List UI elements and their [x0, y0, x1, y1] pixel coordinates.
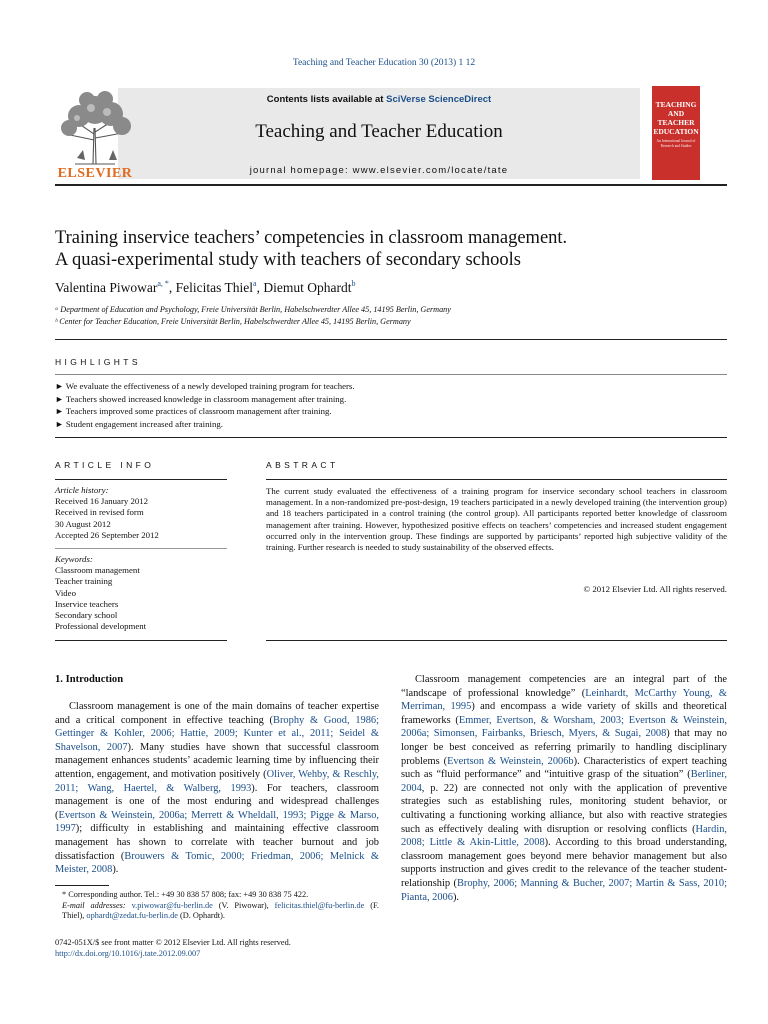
- masthead-rule: [55, 184, 727, 186]
- citation-link[interactable]: Brophy & Good, 1986; Gettinger & Kohler, 2006; Hattie, 2009; Kunter et al., 2011; Seidel & Shavelson, 2007: [55, 714, 380, 753]
- intro-paragraph: [55, 700, 379, 877]
- citation-link[interactable]: Oliver, Wehby, & Reschly, 2011; Wang, Haertel, & Walberg, 1993: [55, 768, 379, 794]
- citation-link[interactable]: Brouwers & Tomic, 2000; Friedman, 2006; Melnick & Meister, 2008: [55, 850, 379, 876]
- highlight-item: ► Teachers improved some practices of classroom management after training.: [55, 406, 332, 416]
- author-name: , Felicitas Thiel: [168, 280, 254, 295]
- intro-paragraph: [401, 673, 727, 904]
- email-link[interactable]: felicitas.thiel@fu-berlin.de: [274, 900, 365, 910]
- keyword: Teacher training: [55, 576, 113, 587]
- cover-subtitle: An International Journal of Research and Studies: [656, 139, 696, 148]
- article-info-end-rule: [55, 640, 227, 641]
- sciencedirect-link[interactable]: SciVerse ScienceDirect: [386, 94, 492, 105]
- intro-right-column: [401, 673, 727, 904]
- keyword: Video: [55, 587, 76, 598]
- body-text: ). Characteristics of expert teaching such as “fluid performance” and “intuitive grasp of the situation” (: [401, 755, 727, 781]
- abstract-end-rule: [266, 640, 727, 641]
- highlights-list: [55, 380, 727, 430]
- email-owner: (V. Piwowar),: [212, 900, 275, 910]
- keyword: Professional development: [55, 621, 147, 632]
- history-line: Received in revised form: [55, 507, 144, 518]
- highlight-item: ► Teachers showed increased knowledge in classroom management after training.: [55, 393, 347, 404]
- citation-link[interactable]: Brophy, 2006; Manning & Bucher, 2007; Martin & Sass, 2010; Pianta, 2006: [401, 877, 727, 903]
- body-text: ).: [112, 864, 119, 876]
- article-info-heading: ARTICLE INFO: [55, 460, 155, 470]
- contents-available: [118, 94, 640, 105]
- highlight-item: ► We evaluate the effectiveness of a newly developed training program for teachers.: [55, 381, 355, 391]
- body-text: ). For teachers, classroom management is one of the most enduring and widespread challenges (: [55, 782, 380, 821]
- email-link[interactable]: v.piwowar@fu-berlin.de: [131, 900, 213, 910]
- publisher-name: ELSEVIER: [57, 166, 133, 181]
- section-divider: [55, 339, 727, 340]
- highlight-item: ► Student engagement increased after training.: [55, 418, 223, 429]
- cover-title: TEACHING AND TEACHER EDUCATION: [653, 100, 699, 136]
- keyword: Inservice teachers: [55, 598, 119, 609]
- email-addresses: [55, 901, 379, 922]
- citation-link[interactable]: Berliner, 2004: [401, 769, 727, 794]
- email-link[interactable]: ophardt@zedat.fu-berlin.de: [86, 911, 178, 921]
- body-text: ) and encompass a wide variety of skills and theoretical frameworks (: [401, 701, 727, 726]
- section-heading-introduction: 1. Introduction: [55, 674, 124, 685]
- body-text: Classroom management competencies are an integral part of the “landscape of professional knowledge” (: [401, 674, 727, 699]
- title-line-1: Training inservice teachers’ competencies in classroom management.: [55, 228, 568, 248]
- author-name: , Diemut Ophardt: [256, 280, 352, 295]
- highlights-heading: HIGHLIGHTS: [55, 357, 141, 367]
- journal-cover-thumbnail[interactable]: [652, 86, 700, 180]
- citation-link[interactable]: Emmer, Evertson, & Worsham, 2003; Evertson & Weinstein, 2006a; Simonsen, Fairbanks, Briesch, Myers, & Sugai, 2008: [401, 714, 727, 740]
- author-list: [55, 279, 727, 296]
- citation-link[interactable]: Evertson & Weinstein, 2006a; Merrett & Wheldall, 1993; Pigge & Marso, 1997: [55, 809, 379, 835]
- title-line-2: A quasi-experimental study with teachers of secondary schools: [55, 250, 521, 270]
- body-text: ).: [452, 891, 460, 903]
- citation-link[interactable]: Evertson & Weinstein, 2006b: [447, 755, 574, 767]
- history-label: Article history:: [55, 485, 109, 495]
- abstract-rule: [266, 479, 727, 480]
- keywords-block: [55, 554, 227, 632]
- journal-title: Teaching and Teacher Education: [255, 121, 503, 142]
- author-affiliation-marker[interactable]: b: [351, 279, 356, 288]
- article-title: [55, 227, 727, 271]
- footnote-rule: [55, 885, 109, 886]
- doi-link[interactable]: http://dx.doi.org/10.1016/j.tate.2012.09.007: [55, 949, 201, 958]
- email-owner: (F. Thiel),: [62, 900, 379, 921]
- citation-link[interactable]: Leinhardt, McCarthy Young, & Merriman, 1995: [401, 687, 727, 713]
- affiliation-a: ᵃ Department of Education and Psychology, Freie Universität Berlin, Habelschwerdter Allee 45, 14195 Berlin, Germany: [55, 305, 451, 314]
- abstract-text: The current study evaluated the effectiveness of a training program for inservice secondary school teachers in classroom management. In a non-randomized pre-post-design, 19 teachers participated in a newly developed training (the intervention group) and 18 teachers participated in a control training (the control group). All participants reported better knowledge of classroom management after training. However, hypothesized positive effects on teachers’ competencies and increased student engagement occurred only in the intervention group. These findings are supported by participants’ reported high subjective validity of the training. Further research is needed to study sustainability of the observed effects.: [266, 486, 727, 553]
- journal-homepage[interactable]: journal homepage: www.elsevier.com/locate/tate: [249, 165, 509, 176]
- email-label: E-mail addresses:: [62, 900, 132, 910]
- author-affiliation-marker[interactable]: a, *: [157, 279, 169, 288]
- author-affiliation-marker[interactable]: a: [253, 279, 257, 288]
- abstract-copyright: © 2012 Elsevier Ltd. All rights reserved.: [583, 584, 727, 594]
- keyword: Classroom management: [55, 565, 140, 576]
- body-text: , p. 22) are connected not only with the application of preventive strategies such as establishing rules, monitoring student behavior, or cultivating a functioning working alliance, but also with reactive strategies such as effectively dealing with disruption or resolving conflicts (: [401, 782, 727, 835]
- keywords-label: Keywords:: [55, 554, 93, 564]
- section-divider: [55, 437, 727, 438]
- article-info-rule: [55, 479, 227, 480]
- intro-left-column: [55, 700, 379, 877]
- body-text: ). Many studies have shown that successful classroom management enhances students’ academic learning time by influencing their attention, engagement, and motivation positively (: [55, 741, 379, 780]
- article-history: [55, 485, 227, 541]
- keywords-rule: [55, 548, 227, 549]
- issn-line: 0742-051X/$ see front matter © 2012 Elsevier Ltd. All rights reserved.: [55, 938, 291, 947]
- author-name: Valentina Piwowar: [55, 280, 158, 295]
- history-line: Accepted 26 September 2012: [55, 529, 159, 540]
- contents-prefix: Contents lists available at: [266, 94, 387, 105]
- abstract-heading: ABSTRACT: [266, 460, 339, 470]
- body-text: ); difficulty in establishing and maintaining effective classroom management has shown to correlate with teacher burnout and job dissatisfaction (: [55, 823, 379, 862]
- corresponding-author: * Corresponding author. Tel.: +49 30 838 57 808; fax: +49 30 838 75 422.: [62, 890, 309, 899]
- highlights-rule: [55, 374, 727, 375]
- history-line: Received 16 January 2012: [55, 496, 149, 507]
- journal-citation[interactable]: Teaching and Teacher Education 30 (2013) 1 12: [292, 58, 476, 68]
- citation-link[interactable]: Hardin, 2008; Little & Akin-Little, 2008: [401, 823, 727, 849]
- keyword: Secondary school: [55, 610, 118, 621]
- history-line: 30 August 2012: [55, 518, 111, 529]
- body-text: Classroom management is one of the main domains of teacher expertise and a critical component in effective teaching (: [55, 701, 379, 726]
- body-text: ) that may no longer be best conceived as referring primarily to handling disciplinary problems (: [401, 728, 727, 767]
- footnote: [55, 890, 379, 922]
- body-text: ). According to this broad understanding, classroom management goes beyond mere behavior management but also supports instruction and gives credit to the relevance of the teacher student-relationship (: [401, 837, 727, 889]
- email-owner: (D. Ophardt).: [177, 911, 225, 921]
- affiliation-b: ᵇ Center for Teacher Education, Freie Universität Berlin, Habelschwerdter Allee 45, 14195 Berlin, Germany: [55, 317, 411, 326]
